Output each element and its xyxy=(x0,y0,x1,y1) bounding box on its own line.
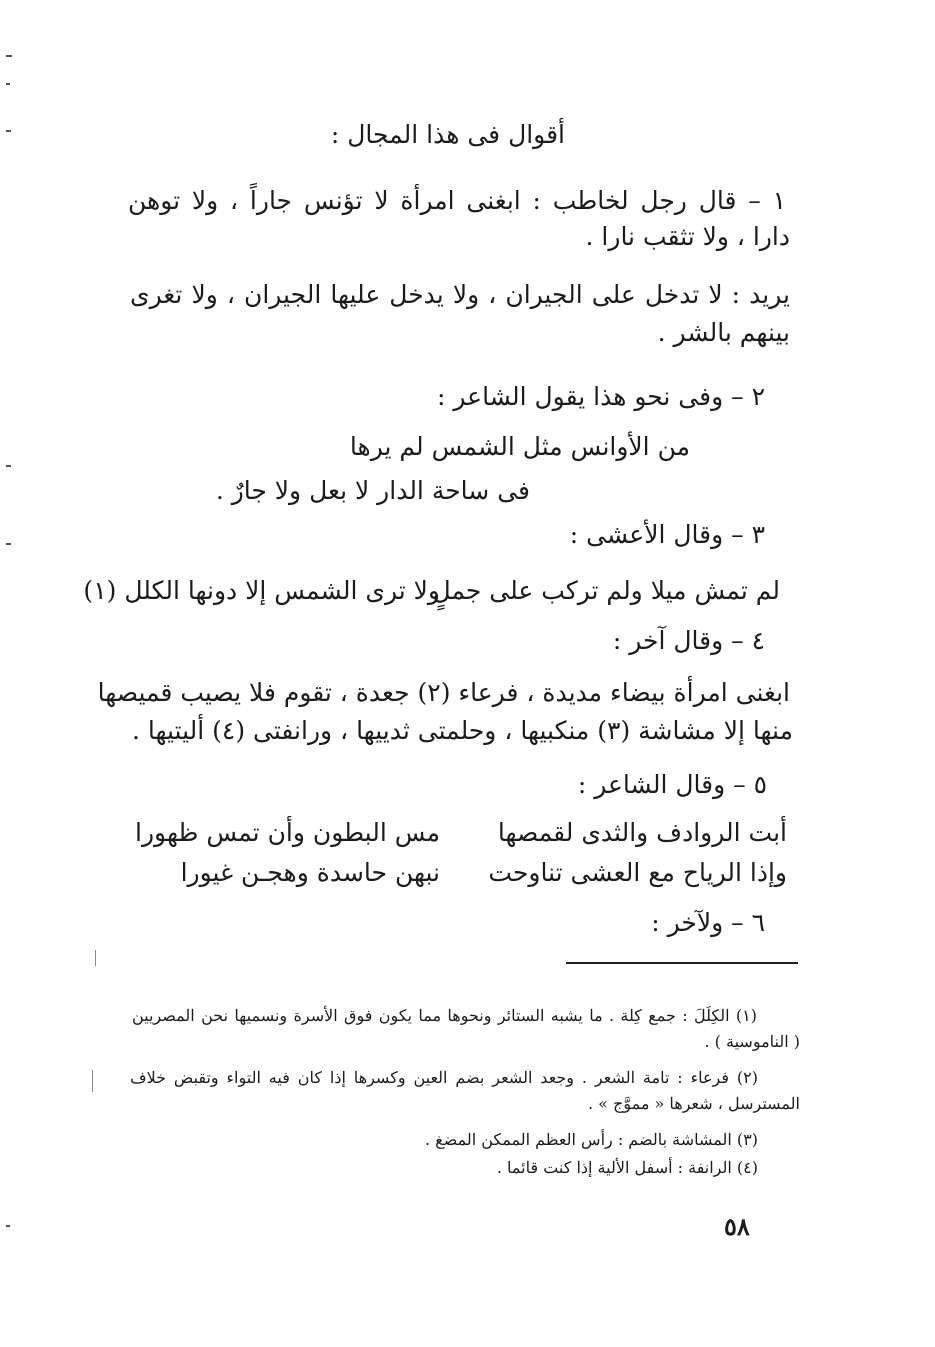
verse-hemistich: أبت الروادف والثدى لقمصها xyxy=(497,818,787,847)
scan-mark xyxy=(6,465,11,467)
scan-mark xyxy=(6,543,11,545)
footnote-separator xyxy=(566,962,798,964)
paragraph-line: ١ – قال رجل لخاطب : ابغنى امرأة لا تؤنس جاراً ، ولا توهن xyxy=(128,186,786,215)
scan-mark xyxy=(6,130,11,132)
paragraph-line: بينهم بالشر . xyxy=(657,318,790,347)
footnote-line: (١) الكِلَلَ : جمع كِلة . ما يشبه الستائر ونحوها مما يكون فوق الأسرة ونسميها نحن المصريين xyxy=(132,1006,757,1025)
verse-line: فى ساحة الدار لا بعل ولا جارٌ . xyxy=(215,476,530,505)
scan-mark xyxy=(6,1225,10,1227)
scan-mark xyxy=(6,83,10,85)
verse-hemistich: مس البطون وأن تمس ظهورا xyxy=(135,818,440,847)
page-number: ٥٨ xyxy=(724,1212,750,1241)
paragraph-line: منها إلا مشاشة (٣) منكبيها ، وحلمتى ثدييها ، ورانفتى (٤) أليتيها . xyxy=(131,716,793,745)
section-intro: ٦ – ولآخر : xyxy=(651,908,765,937)
footnote-line: المسترسل ، شعرها « مموَّج » . xyxy=(587,1094,800,1113)
section-intro: ٥ – وقال الشاعر : xyxy=(577,770,767,799)
paragraph-line: ابغنى امرأة بيضاء مديدة ، فرعاء (٢) جعدة ، تقوم فلا يصيب قميصها xyxy=(97,678,790,707)
footnote-line: (٤) الرانفة : أسفل الألية إذا كنت قائما . xyxy=(496,1158,758,1177)
scan-mark xyxy=(92,1070,93,1092)
verse-hemistich: لم تمش ميلا ولم تركب على جملٍ xyxy=(432,576,780,605)
footnote-line: (٣) المشاشة بالضم : رأس العظم الممكن المضغ . xyxy=(425,1130,758,1149)
footnote-line: (٢) فرعاء : تامة الشعر . وجعد الشعر بضم العين وكسرها إذا كان فيه التواء وتقبض خلاف xyxy=(130,1068,758,1087)
footnote-line: ( الناموسية ) . xyxy=(704,1032,800,1051)
paragraph-line: يريد : لا تدخل على الجيران ، ولا يدخل عليها الجيران ، ولا تغرى xyxy=(130,280,790,309)
section-intro: ٣ – وقال الأعشى : xyxy=(569,520,765,549)
section-intro: ٢ – وفى نحو هذا يقول الشاعر : xyxy=(437,382,765,411)
scan-mark xyxy=(95,950,96,966)
verse-line: من الأوانس مثل الشمس لم يرها xyxy=(349,432,690,461)
paragraph-line: دارا ، ولا تثقب نارا . xyxy=(585,222,790,251)
verse-hemistich: وإذا الرياح مع العشى تناوحت xyxy=(488,858,787,887)
scan-mark xyxy=(6,55,12,57)
verse-hemistich: ولا ترى الشمس إلا دونها الكلل (١) xyxy=(83,576,440,605)
section-heading: أقوال فى هذا المجال : xyxy=(330,120,565,149)
section-intro: ٤ – وقال آخر : xyxy=(612,626,765,655)
verse-hemistich: نبهن حاسدة وهجـن غيورا xyxy=(180,858,440,887)
